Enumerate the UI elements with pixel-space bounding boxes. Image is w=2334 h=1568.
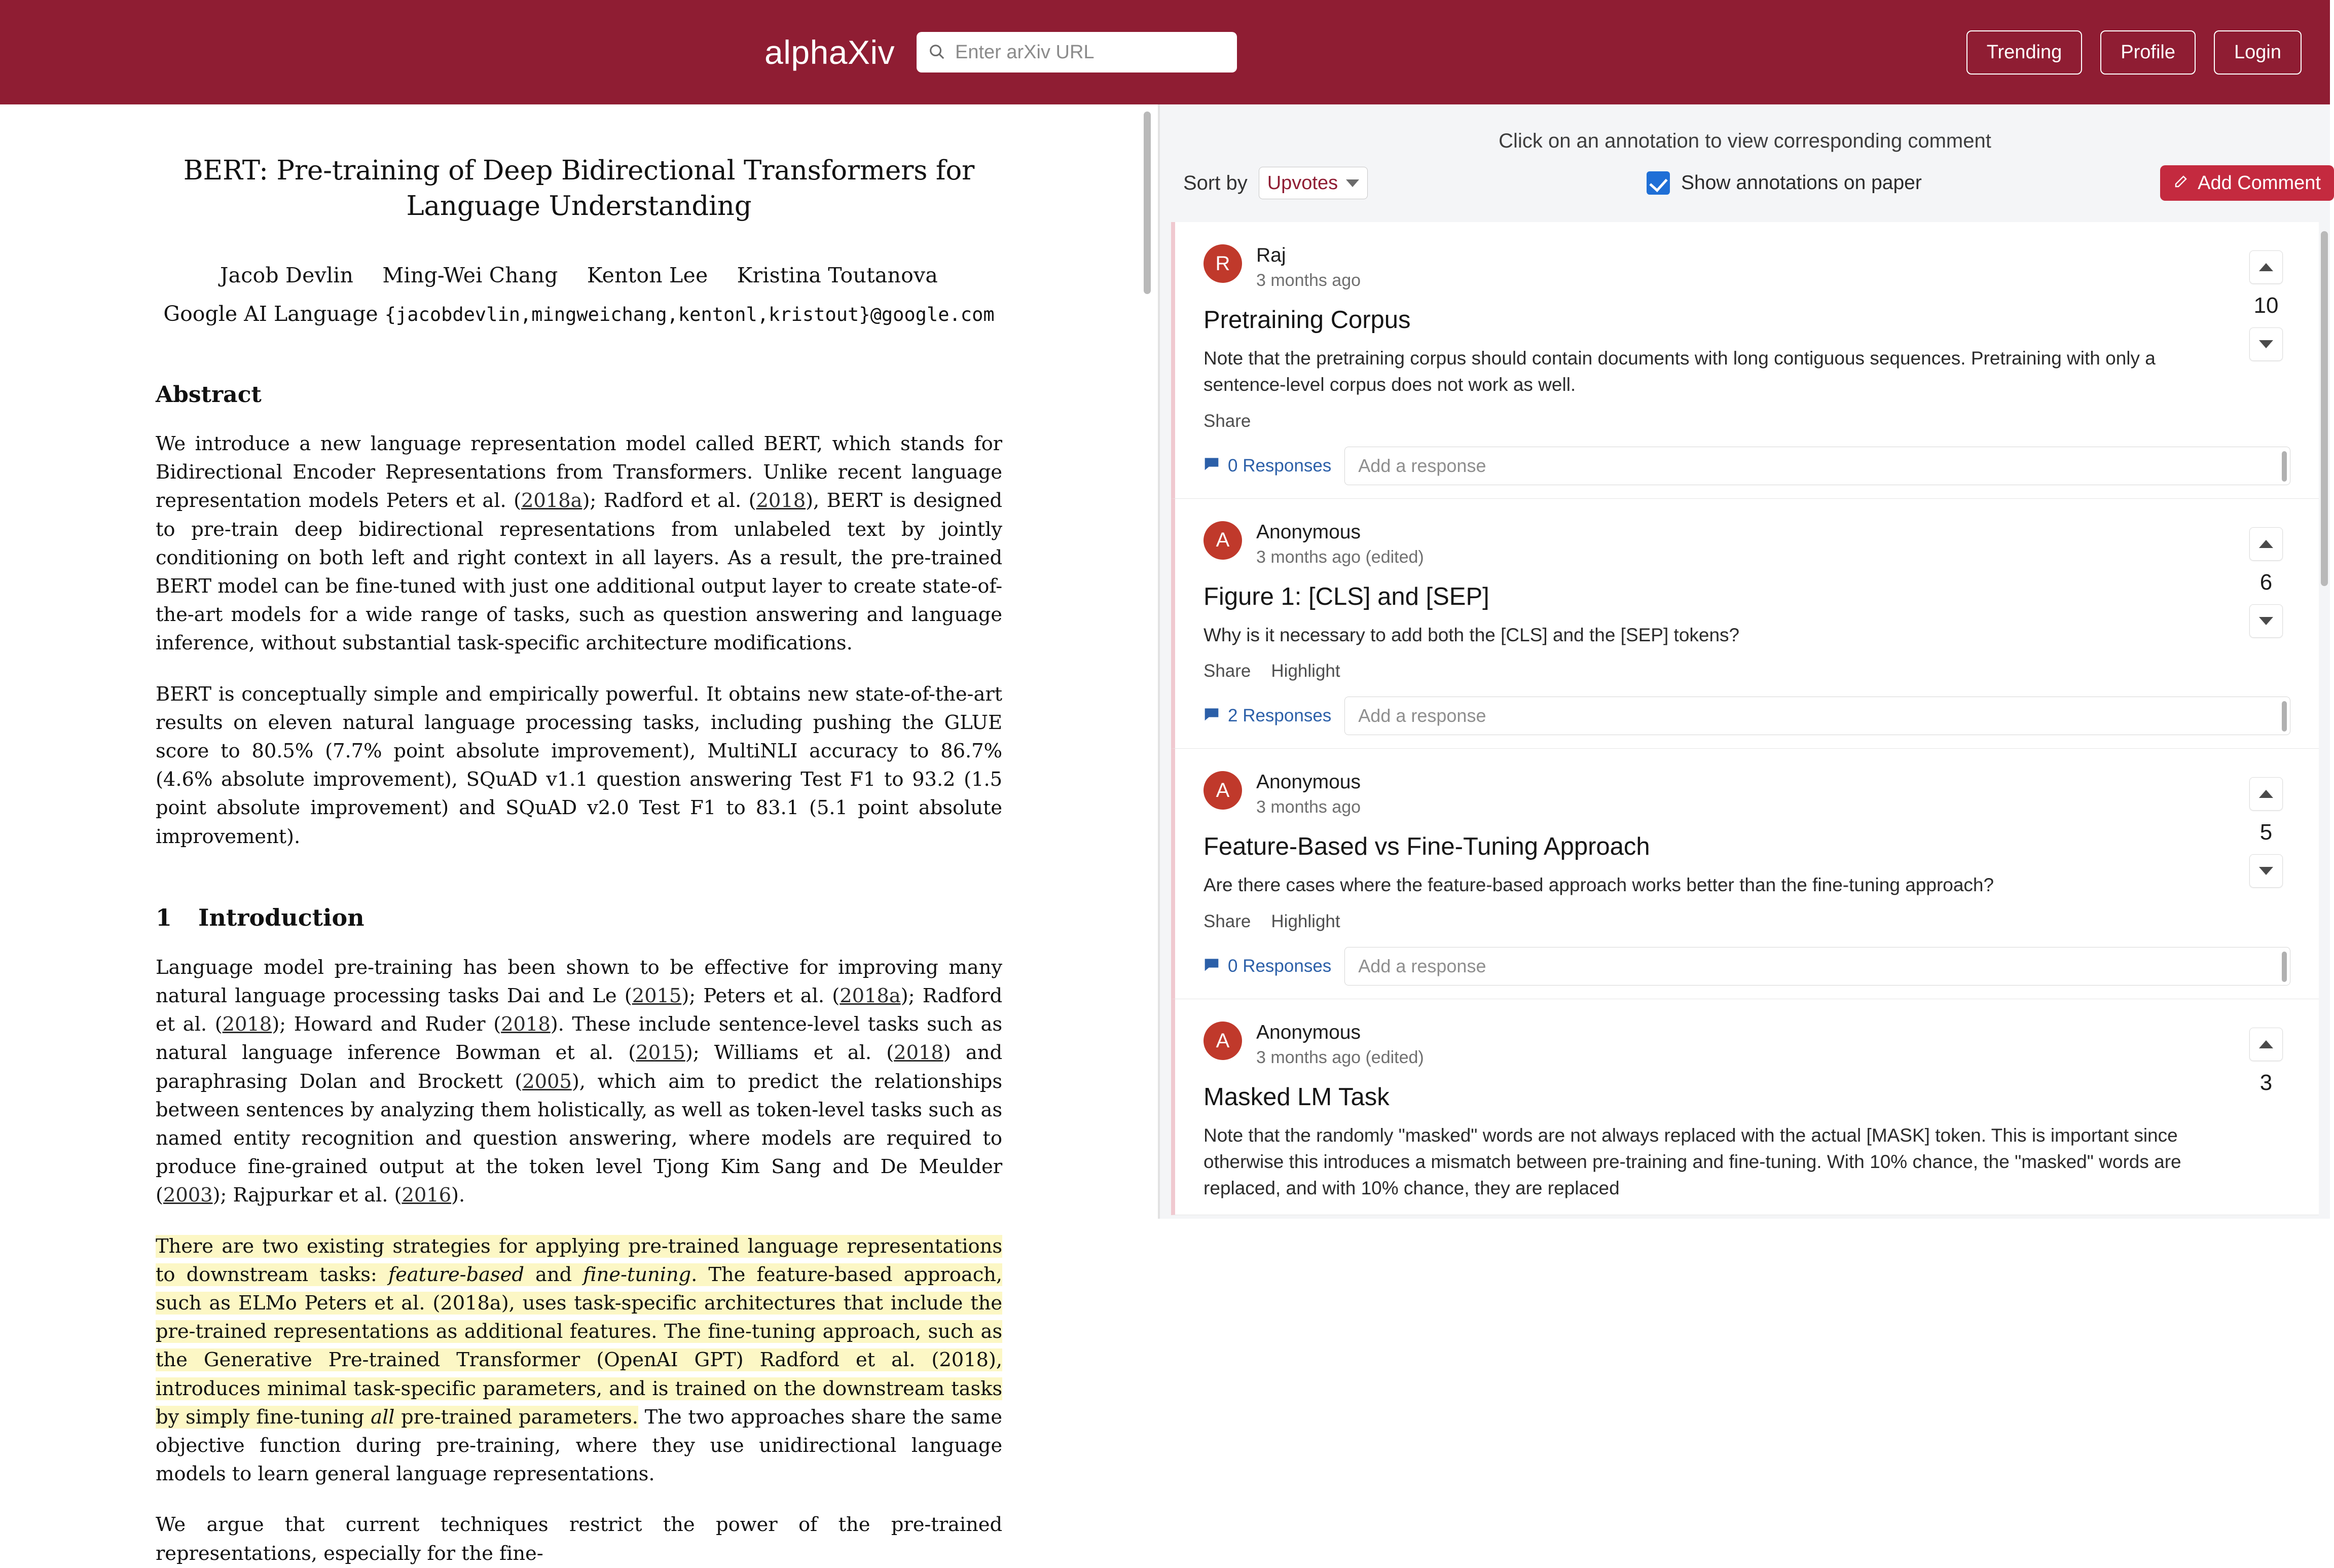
checkbox-icon[interactable] [1647, 171, 1670, 195]
comment-title: Feature-Based vs Fine-Tuning Approach [1204, 833, 1650, 861]
paper-scrollbar[interactable] [1144, 112, 1151, 294]
app-brand: alphaXiv [764, 33, 895, 71]
comment-header [1204, 521, 2290, 567]
citation-link[interactable]: 2005 [522, 1070, 572, 1093]
sort-by-label: Sort by [1183, 171, 1248, 194]
upvote-button[interactable] [2249, 527, 2283, 561]
avatar: A [1204, 1022, 1242, 1060]
comment-author: Anonymous [1256, 521, 1361, 543]
comment-header [1204, 771, 2290, 817]
upvote-button[interactable] [2249, 1028, 2283, 1061]
sort-by-value: Upvotes [1267, 172, 1338, 194]
abstract-text-b: ); Radford et al. ( [582, 489, 756, 513]
app-header [0, 0, 2330, 104]
response-input-wrapper[interactable] [1344, 947, 2290, 986]
comment-response-row [1204, 697, 2290, 735]
comment-meta [1256, 521, 1424, 567]
comment-meta [1256, 1022, 1424, 1068]
arxiv-url-search[interactable] [917, 32, 1237, 72]
search-icon [928, 43, 945, 62]
section-1-heading [156, 904, 1002, 931]
intro-text: ); Radford et al. ( [156, 984, 1002, 1036]
annotation-hint: Click on an annotation to view corresponding comment [1499, 130, 1991, 152]
intro-text: ), which aim to predict the relationships between sentences by analyzing them holistically, as well as token-level tasks such as named entity recognition and question answering, where models are required to produce fine-grained output at the token level Tjong Kim Sang and De Meulder ( [156, 1070, 1003, 1207]
response-input-wrapper[interactable] [1344, 447, 2290, 485]
citation-link[interactable]: 2018a [840, 984, 901, 1008]
chevron-up-icon [2259, 263, 2273, 271]
citation-link[interactable]: 2018 [222, 1013, 272, 1036]
author-name: Kenton Lee [587, 263, 708, 287]
avatar: A [1204, 521, 1242, 560]
intro-text: ); Peters et al. ( [681, 984, 840, 1008]
author-name: Kristina Toutanova [737, 263, 938, 287]
response-input-wrapper[interactable] [1344, 697, 2290, 735]
abstract-heading: Abstract [156, 381, 262, 408]
affiliation-email: {jacobdevlin,mingweichang,kentonl,kristout}@google.com [384, 303, 995, 325]
vote-controls [2236, 250, 2296, 361]
chevron-up-icon [2259, 540, 2273, 548]
comment-title: Masked LM Task [1204, 1083, 1390, 1111]
comment-bubble-icon [1204, 956, 1220, 977]
pencil-icon [2173, 172, 2189, 194]
intro-text: ); Rajpurkar et al. ( [212, 1184, 402, 1207]
responses-toggle[interactable] [1204, 455, 1331, 476]
author-name: Jacob Devlin [220, 263, 354, 287]
intro-text: ). These include sentence-level tasks such as natural language inference Bowman et al. ( [156, 1013, 1002, 1065]
citation-link[interactable]: 2003 [163, 1184, 213, 1207]
response-scrollbar[interactable] [2282, 451, 2287, 482]
responses-toggle[interactable] [1204, 706, 1331, 726]
sort-by-select[interactable] [1259, 167, 1368, 199]
chevron-down-icon [2259, 617, 2273, 625]
header-actions [1966, 30, 2302, 75]
highlight-action[interactable]: Highlight [1271, 661, 1340, 681]
trending-button[interactable]: Trending [1966, 30, 2083, 75]
comment-bubble-icon [1204, 706, 1220, 726]
page-title [156, 153, 1002, 225]
downvote-button[interactable] [2249, 327, 2283, 361]
section-title: Introduction [198, 903, 364, 931]
highlight-action[interactable]: Highlight [1271, 911, 1340, 932]
response-scrollbar[interactable] [2282, 701, 2287, 732]
responses-count-label: 0 Responses [1228, 956, 1332, 976]
citation-link[interactable]: 2018 [894, 1041, 943, 1065]
abstract-text-c: ), BERT is designed to pre-train deep bidirectional representations from unlabeled text by jointly conditioning on both left and right context in all layers. As a result, the pre-trained BERT model can be fine-tuned with just one additional output layer to create state-of-the-art models for a wide range of tasks, such as question answering and language inference, without substantial task-specific architecture modifications. [156, 489, 1002, 655]
comment-author: Anonymous [1256, 1022, 1361, 1044]
paper-title-prefix: BERT [183, 155, 260, 186]
citation-link[interactable]: 2018 [756, 489, 806, 513]
response-input[interactable] [1357, 455, 2278, 477]
comment-body: Note that the randomly "masked" words are not always replaced with the actual [MASK] token. This is important since otherwise this introduces a mismatch between pre-training and fine-tuning. With 10% chance, the "masked" words are replaced, and with 10% chance, they are replaced [1204, 1125, 2181, 1198]
paper-title-rest: : Pre-training of Deep Bidirectional Transformers for Language Understanding [259, 155, 975, 222]
comments-list [1171, 222, 2319, 1219]
citation-link[interactable]: 2018a [521, 489, 582, 513]
show-annotations-label: Show annotations on paper [1681, 172, 1922, 194]
comment-card[interactable] [1171, 499, 2319, 749]
responses-count-label: 0 Responses [1228, 455, 1332, 476]
show-annotations-toggle[interactable] [1647, 171, 1922, 195]
comment-card[interactable] [1171, 999, 2319, 1215]
login-button[interactable]: Login [2214, 30, 2302, 75]
comment-author: Raj [1256, 244, 1286, 266]
highlight-text-c: . The feature-based approach, such as ELMo Peters et al. (2018a), uses task-specific architectures that include the pre-trained representations as additional features. The fine-tuning approach, such as the Generative Pre-trained Transformer (OpenAI GPT) Radford et al. (2018), introduces minimal task-specific parameters, and is trained on the downstream tasks by simply fine-tuning [156, 1263, 1002, 1429]
comment-timestamp: 3 months ago (edited) [1256, 547, 1424, 567]
abstract-paragraph-2: BERT is conceptually simple and empirically powerful. It obtains new state-of-the-art results on eleven natural language processing tasks, including pushing the GLUE score to 80.5% (7.7% point absolute improvement), MultiNLI accuracy to 86.7% (4.6% absolute improvement), SQuAD v1.1 question answering Test F1 to 93.2 (1.5 point absolute improvement) and SQuAD v2.0 Test F1 to 83.1 (5.1 point absolute improvement). [156, 682, 1002, 848]
comment-actions [1204, 661, 2290, 681]
comment-timestamp: 3 months ago [1256, 271, 1361, 290]
profile-button[interactable]: Profile [2100, 30, 2196, 75]
avatar: R [1204, 244, 1242, 283]
citation-link[interactable]: 2015 [632, 984, 682, 1008]
highlight-emph-fine-tuning: fine-tuning [583, 1263, 691, 1286]
comment-title: Figure 1: [CLS] and [SEP] [1204, 582, 1489, 610]
share-action[interactable]: Share [1204, 661, 1251, 681]
vote-controls [2236, 777, 2296, 888]
intro-text: ). [451, 1184, 465, 1207]
comment-header [1204, 244, 2290, 290]
highlight-emph-feature-based: feature-based [388, 1263, 524, 1286]
intro-paragraph-2 [156, 1232, 1002, 1489]
highlight-text-d: pre-trained parameters. [394, 1405, 638, 1429]
response-scrollbar[interactable] [2282, 952, 2287, 982]
vote-count: 6 [2259, 569, 2273, 595]
comment-body: Why is it necessary to add both the [CLS] and the [SEP] tokens? [1204, 624, 1740, 645]
response-input[interactable] [1357, 955, 2278, 977]
affiliation-org: Google AI Language [163, 301, 378, 326]
vote-controls [2236, 1028, 2296, 1096]
comment-author: Anonymous [1256, 771, 1361, 793]
intro-paragraph-3: We argue that current techniques restrict the power of the pre-trained representations, especially for the fine- [156, 1513, 1002, 1565]
vote-count: 5 [2259, 820, 2273, 845]
comment-response-row [1204, 947, 2290, 986]
comments-panel [1160, 104, 2330, 1219]
vote-controls [2236, 527, 2296, 638]
comment-body: Are there cases where the feature-based approach works better than the fine-tuning approach? [1204, 874, 1994, 896]
intro-text: ); Howard and Ruder ( [272, 1013, 501, 1036]
author-name: Ming-Wei Chang [382, 263, 558, 287]
comment-response-row [1204, 447, 2290, 485]
paper-affiliation [156, 302, 1002, 326]
comments-scrollbar[interactable] [2321, 231, 2328, 586]
vote-count: 3 [2259, 1070, 2273, 1096]
citation-link[interactable]: 2015 [636, 1041, 685, 1065]
intro-paragraph-1 [156, 954, 1002, 1210]
responses-toggle[interactable] [1204, 956, 1331, 977]
highlight-text-b: and [524, 1263, 584, 1286]
downvote-button[interactable] [2249, 854, 2283, 888]
highlight-emph-all: all [371, 1405, 395, 1429]
responses-count-label: 2 Responses [1228, 706, 1332, 726]
comment-bubble-icon [1204, 455, 1220, 476]
comment-card[interactable] [1171, 222, 2319, 499]
chevron-up-icon [2259, 790, 2273, 798]
comment-title: Pretraining Corpus [1204, 306, 1411, 334]
citation-link[interactable]: 2016 [402, 1184, 452, 1207]
comment-body: Note that the pretraining corpus should contain documents with long contiguous sequences. Pretraining with only a sentence-level corpus does not work as well. [1204, 348, 2156, 395]
share-action[interactable]: Share [1204, 911, 1251, 932]
avatar: A [1204, 771, 1242, 810]
response-input[interactable] [1357, 705, 2278, 727]
abstract-text-a: We introduce a new language representation model called BERT, which stands for Bidirectional Encoder Representations from Transformers. Unlike recent language representation models Peters et al. ( [156, 432, 1002, 513]
comment-meta [1256, 771, 1361, 817]
comment-card[interactable] [1171, 749, 2319, 999]
paper-authors [156, 263, 1002, 287]
upvote-button[interactable] [2249, 777, 2283, 811]
intro-text-tail: The two approaches share the same objective function during pre-training, where they use unidirectional language models to learn general language representations. [156, 1405, 1002, 1486]
comment-timestamp: 3 months ago (edited) [1256, 1048, 1424, 1068]
highlighted-annotation[interactable] [156, 1235, 1002, 1429]
vote-count: 10 [2253, 293, 2279, 318]
add-comment-button[interactable] [2160, 165, 2334, 201]
search-input[interactable] [954, 41, 1226, 64]
chevron-up-icon [2259, 1040, 2273, 1048]
chevron-down-icon [1346, 179, 1359, 187]
section-number: 1 [156, 903, 172, 931]
comment-actions [1204, 411, 2290, 431]
intro-text: ) and paraphrasing Dolan and Brockett ( [156, 1041, 1002, 1093]
comments-toolbar [1160, 153, 2330, 213]
upvote-button[interactable] [2249, 250, 2283, 284]
comment-meta [1256, 244, 1361, 290]
downvote-button[interactable] [2249, 604, 2283, 638]
comment-header [1204, 1022, 2290, 1068]
chevron-down-icon [2259, 867, 2273, 875]
abstract-paragraph-1 [156, 430, 1002, 658]
chevron-down-icon [2259, 340, 2273, 348]
add-comment-label: Add Comment [2198, 172, 2321, 194]
intro-text: Language model pre-training has been shown to be effective for improving many natural language processing tasks Dai and Le ( [156, 956, 1002, 1008]
paper-viewer[interactable] [0, 104, 1158, 1565]
comment-actions [1204, 911, 2290, 932]
share-action[interactable]: Share [1204, 411, 1251, 431]
citation-link[interactable]: 2018 [501, 1013, 551, 1036]
comment-timestamp: 3 months ago [1256, 797, 1361, 817]
intro-text: ); Williams et al. ( [685, 1041, 894, 1065]
highlight-text-a: There are two existing strategies for applying pre-trained language representations to downstream tasks: [156, 1234, 1002, 1286]
